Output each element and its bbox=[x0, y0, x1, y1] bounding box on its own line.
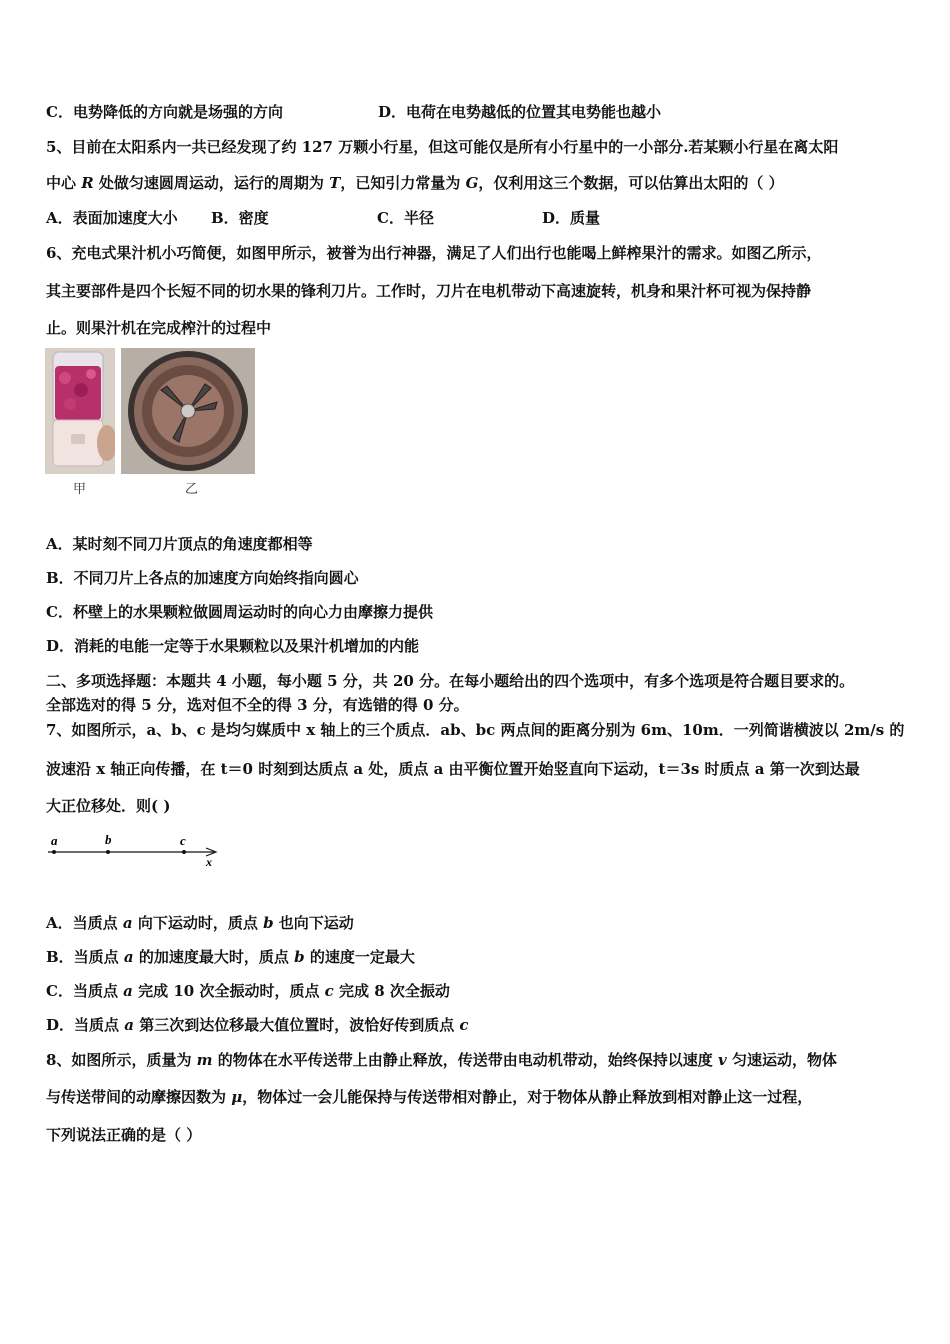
q8-stem-line2: 与传送带间的动摩擦因数为 μ，物体过一会儿能保持与传送带相对静止，对于物体从静止释放到相对静止这一过程， bbox=[46, 1088, 813, 1106]
q7-stem-line2: 波速沿 x 轴正向传播，在 t＝0 时刻到达质点 a 处，质点 a 由平衡位置开始竖直向下运动，t＝3s 时质点 a 第一次到达最 bbox=[46, 760, 860, 778]
label-b: b bbox=[105, 832, 112, 847]
q6-option-c: C．杯壁上的水果颗粒做圆周运动时的向心力由摩擦力提供 bbox=[46, 603, 433, 621]
point-a bbox=[52, 850, 56, 854]
q4-option-c: C．电势降低的方向就是场强的方向 bbox=[46, 103, 283, 121]
q6-stem-line2: 其主要部件是四个长短不同的切水果的锋利刀片。工作时，刀片在电机带动下高速旋转，机身和果汁杯可视为保持静 bbox=[46, 282, 812, 300]
point-b bbox=[106, 850, 110, 854]
q4-option-d: D．电荷在电势越低的位置其电势能也越小 bbox=[378, 103, 662, 121]
q5-stem-line2: 中心 R 处做匀速圆周运动，运行的周期为 T，已知引力常量为 G，仅利用这三个数据，可以估算出太阳的（ ） bbox=[46, 174, 784, 192]
q7-option-c: C．当质点 a 完成 10 次全振动时，质点 c 完成 8 次全振动 bbox=[46, 982, 450, 1000]
q5-option-a: A．表面加速度大小 bbox=[46, 209, 178, 227]
juicer-photo-jia bbox=[45, 348, 115, 474]
q6-option-b: B．不同刀片上各点的加速度方向始终指向圆心 bbox=[46, 569, 359, 587]
caption-yi: 乙 bbox=[185, 482, 199, 497]
q5-option-b: B．密度 bbox=[211, 209, 269, 227]
label-a: a bbox=[51, 833, 58, 848]
section2-header-line2: 全部选对的得 5 分，选对但不全的得 3 分，有选错的得 0 分。 bbox=[46, 696, 469, 714]
q6-option-d: D．消耗的电能一定等于水果颗粒以及果汁机增加的内能 bbox=[46, 637, 420, 655]
point-c bbox=[182, 850, 186, 854]
q7-stem-line3: 大正位移处．则( ) bbox=[46, 797, 171, 815]
caption-jia: 甲 bbox=[73, 482, 87, 497]
q6-stem-line3: 止。则果汁机在完成榨汁的过程中 bbox=[46, 319, 272, 337]
q6-option-a: A．某时刻不同刀片顶点的角速度都相等 bbox=[46, 535, 313, 553]
q7-stem-line1: 7、如图所示，a、b、c 是均匀媒质中 x 轴上的三个质点．ab、bc 两点间的距离分别为 6m、10m．一列简谐横波以 2m/s 的 bbox=[46, 721, 905, 739]
label-x: x bbox=[206, 855, 212, 869]
q5-option-c: C．半径 bbox=[377, 209, 434, 227]
q6-stem-line1: 6、充电式果汁机小巧简便，如图甲所示，被誉为出行神器，满足了人们出行也能喝上鲜榨果汁的需求。如图乙所示， bbox=[46, 244, 822, 262]
q7-axis-diagram bbox=[44, 830, 224, 870]
q7-option-b: B．当质点 a 的加速度最大时，质点 b 的速度一定最大 bbox=[46, 948, 415, 966]
q7-option-d: D．当质点 a 第三次到达位移最大值位置时，波恰好传到质点 c bbox=[46, 1016, 469, 1034]
q7-option-a: A．当质点 a 向下运动时，质点 b 也向下运动 bbox=[46, 914, 354, 932]
section2-header-line1: 二、多项选择题：本题共 4 小题，每小题 5 分，共 20 分。在每小题给出的四个选项中，有多个选项是符合题目要求的。 bbox=[46, 672, 855, 690]
blade-photo-yi bbox=[121, 348, 255, 474]
label-c: c bbox=[180, 833, 186, 848]
q5-option-d: D．质量 bbox=[542, 209, 601, 227]
q8-stem-line3: 下列说法正确的是（ ） bbox=[46, 1126, 202, 1144]
q8-stem-line1: 8、如图所示，质量为 m 的物体在水平传送带上由静止释放，传送带由电动机带动，始终保持以速度 v 匀速运动，物体 bbox=[46, 1051, 837, 1069]
q5-stem-line1: 5、目前在太阳系内一共已经发现了约 127 万颗小行星，但这可能仅是所有小行星中的一小部分.若某颗小行星在离太阳 bbox=[46, 138, 839, 156]
